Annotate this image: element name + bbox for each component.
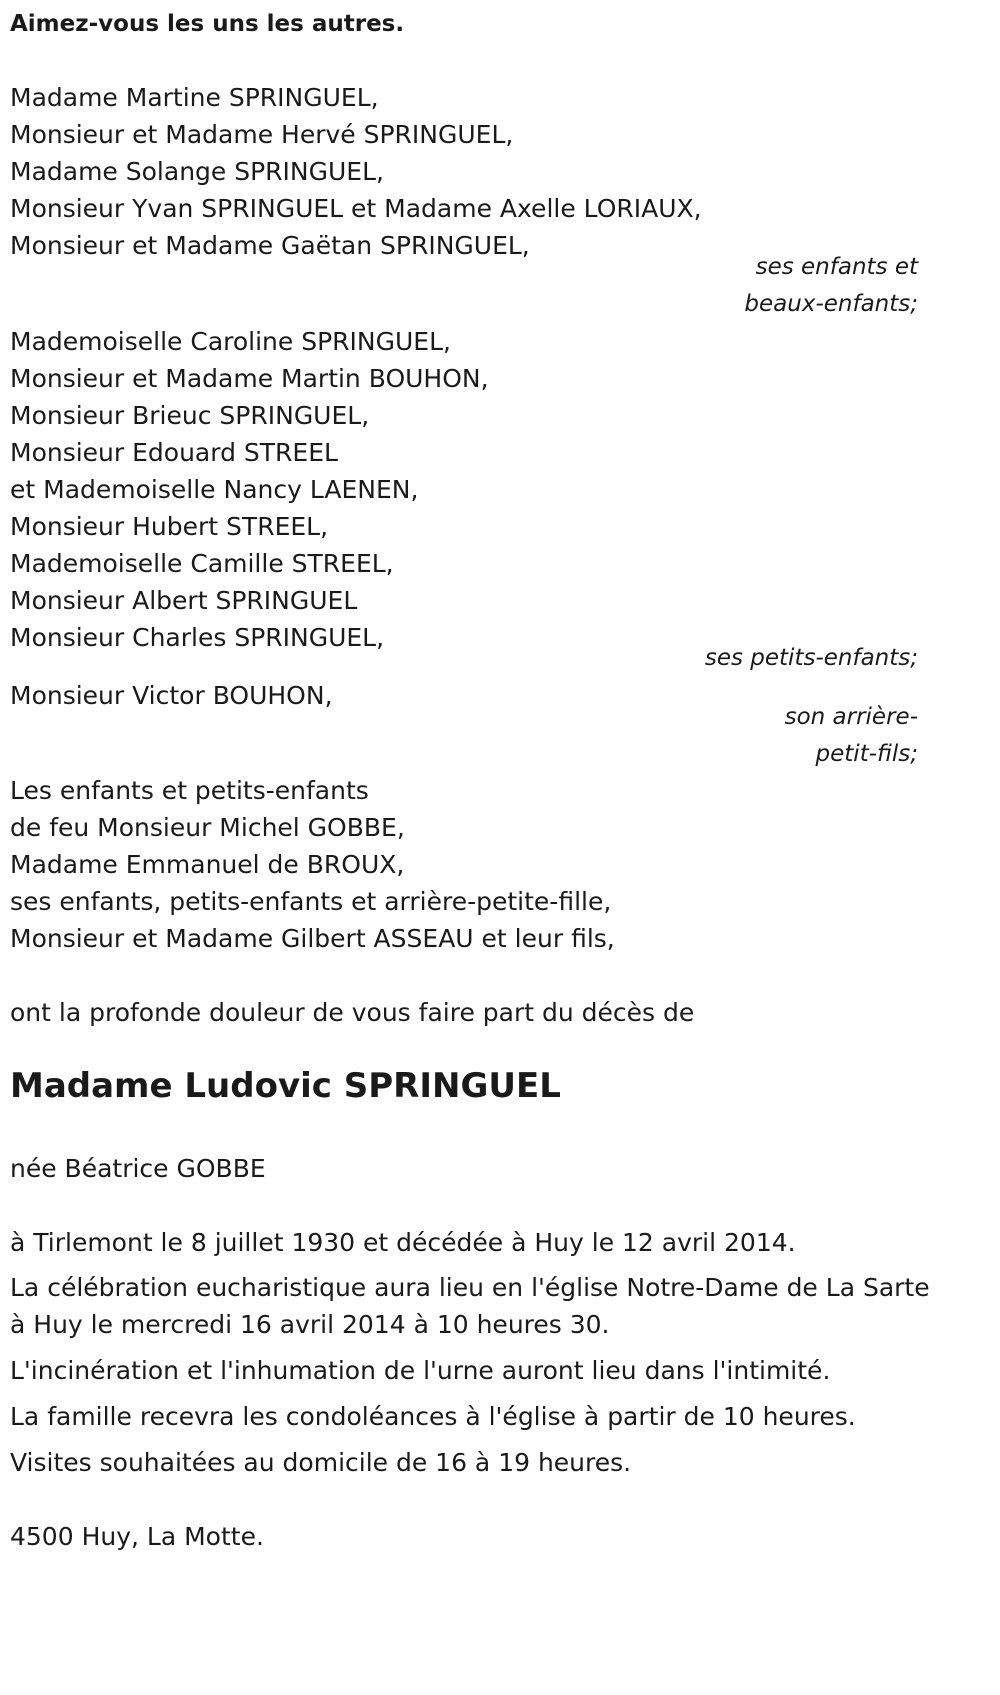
family-member: de feu Monsieur Michel GOBBE, bbox=[10, 813, 405, 842]
great-grandchild-relation bbox=[785, 699, 918, 773]
family-member: Mademoiselle Camille STREEL, bbox=[10, 549, 394, 578]
family-member: et Mademoiselle Nancy LAENEN, bbox=[10, 475, 419, 504]
family-member: Monsieur Edouard STREEL bbox=[10, 438, 338, 467]
address: 4500 Huy, La Motte. bbox=[10, 1522, 264, 1551]
family-member: Mademoiselle Caroline SPRINGUEL, bbox=[10, 327, 451, 356]
family-member: Monsieur et Madame Gaëtan SPRINGUEL, bbox=[10, 231, 530, 260]
motto-heading: Aimez-vous les uns les autres. bbox=[10, 11, 405, 37]
children-relation bbox=[744, 249, 918, 323]
family-member: Madame Martine SPRINGUEL, bbox=[10, 83, 379, 112]
family-member: Madame Solange SPRINGUEL, bbox=[10, 157, 384, 186]
family-member: Monsieur et Madame Martin BOUHON, bbox=[10, 364, 489, 393]
deceased-name: Madame Ludovic SPRINGUEL bbox=[10, 1066, 561, 1106]
family-member: ses enfants, petits-enfants et arrière-petite-fille, bbox=[10, 887, 612, 916]
family-member: Monsieur Hubert STREEL, bbox=[10, 512, 329, 541]
condolences-details: La famille recevra les condoléances à l'église à partir de 10 heures. bbox=[10, 1402, 856, 1431]
cremation-details: L'incinération et l'inhumation de l'urne auront lieu dans l'intimité. bbox=[10, 1356, 831, 1385]
family-member: Monsieur Yvan SPRINGUEL et Madame Axelle LORIAUX, bbox=[10, 194, 702, 223]
relation-line: ses petits-enfants; bbox=[704, 645, 918, 671]
children-list bbox=[10, 79, 702, 264]
family-member: Monsieur et Madame Hervé SPRINGUEL, bbox=[10, 120, 514, 149]
grandchildren-list bbox=[10, 323, 489, 656]
ceremony-line: à Huy le mercredi 16 avril 2014 à 10 heures 30. bbox=[10, 1310, 610, 1339]
relation-line: beaux-enfants; bbox=[744, 291, 918, 317]
ceremony-line: La célébration eucharistique aura lieu en l'église Notre-Dame de La Sarte bbox=[10, 1273, 930, 1302]
relation-line: son arrière- bbox=[784, 704, 918, 730]
extended-family-list bbox=[10, 772, 615, 957]
family-member: Monsieur et Madame Gilbert ASSEAU et leur fils, bbox=[10, 924, 615, 953]
announcement-text: ont la profonde douleur de vous faire part du décès de bbox=[10, 998, 695, 1027]
ceremony-details bbox=[10, 1269, 930, 1343]
family-member: Madame Emmanuel de BROUX, bbox=[10, 850, 405, 879]
visits-details: Visites souhaitées au domicile de 16 à 19 heures. bbox=[10, 1448, 632, 1477]
family-member: Monsieur Charles SPRINGUEL, bbox=[10, 623, 385, 652]
family-member: Monsieur Victor BOUHON, bbox=[10, 681, 333, 710]
family-member: Les enfants et petits-enfants bbox=[10, 776, 369, 805]
relation-line: ses enfants et bbox=[755, 254, 918, 280]
relation-line: petit-fils; bbox=[815, 741, 918, 767]
great-grandchild-list bbox=[10, 677, 333, 714]
grandchildren-relation bbox=[705, 640, 918, 677]
birth-death-details: à Tirlemont le 8 juillet 1930 et décédée à Huy le 12 avril 2014. bbox=[10, 1228, 796, 1257]
family-member: Monsieur Albert SPRINGUEL bbox=[10, 586, 358, 615]
family-member: Monsieur Brieuc SPRINGUEL, bbox=[10, 401, 370, 430]
maiden-name: née Béatrice GOBBE bbox=[10, 1154, 266, 1183]
